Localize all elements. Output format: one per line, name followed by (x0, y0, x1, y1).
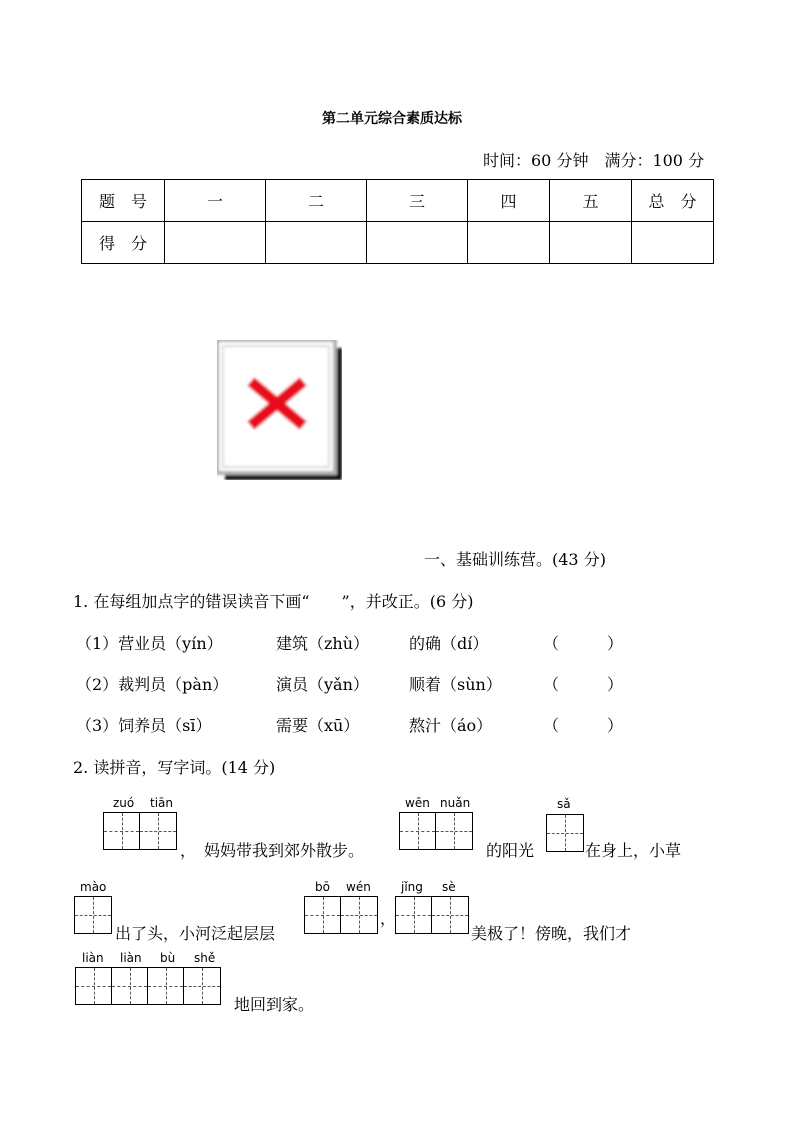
pinyin: sǎ (557, 797, 571, 811)
table-cell[interactable] (468, 222, 550, 264)
table-cell[interactable] (266, 222, 367, 264)
pinyin: shě (194, 951, 216, 965)
writing-grid[interactable] (103, 812, 177, 850)
writing-grid[interactable] (395, 896, 469, 934)
sentence-text: 在身上，小草 (585, 841, 682, 860)
answer-blank[interactable]: （ ） (543, 634, 624, 653)
pinyin: mào (80, 880, 107, 894)
table-row (82, 222, 714, 264)
q1-item: 建筑（zhù） (276, 634, 370, 653)
writing-grid[interactable] (546, 814, 584, 852)
table-cell: 一 (165, 180, 266, 222)
broken-image-icon (217, 340, 342, 480)
q1-item: （3）饲养员（sī） (76, 716, 212, 735)
exam-info: 时间：60 分钟 满分：100 分 (483, 151, 705, 170)
table-cell: 总 分 (632, 180, 714, 222)
answer-blank[interactable]: （ ） (543, 675, 624, 694)
table-cell: 题 号 (82, 180, 165, 222)
writing-grid[interactable] (304, 896, 378, 934)
punctuation: ， (380, 909, 397, 928)
pinyin: bō (315, 880, 330, 894)
q1-item: 需要（xū） (276, 716, 360, 735)
question-2-prompt: 2. 读拼音，写字词。(14 分) (73, 758, 276, 777)
q1-item: 演员（yǎn） (276, 675, 369, 694)
q1-item: （1）营业员（yín） (76, 634, 223, 653)
q1-item: （2）裁判员（pàn） (76, 675, 229, 694)
q1-item: 的确（dí） (409, 634, 489, 653)
pinyin: jǐng (401, 880, 423, 894)
q1-item: 熬汁（áo） (409, 716, 493, 735)
sentence-text: 出了头，小河泛起层层 (115, 924, 276, 943)
score-table (81, 179, 714, 264)
table-cell: 二 (266, 180, 367, 222)
pinyin: nuǎn (440, 796, 471, 810)
table-cell[interactable] (165, 222, 266, 264)
pinyin: tiān (150, 796, 173, 810)
q1-item: 顺着（sùn） (409, 675, 502, 694)
section-heading: 一、基础训练营。(43 分) (424, 550, 606, 569)
writing-grid[interactable] (74, 896, 112, 934)
page-title: 第二单元综合素质达标 (322, 111, 462, 127)
sentence-text: ， 妈妈带我到郊外散步。 (180, 841, 365, 860)
pinyin: bù (160, 951, 176, 965)
question-1-prompt: 1. 在每组加点字的错误读音下画“ ”，并改正。(6 分) (73, 592, 474, 611)
table-cell: 五 (550, 180, 632, 222)
pinyin: zuó (113, 796, 135, 810)
pinyin: liàn (82, 951, 104, 965)
writing-grid[interactable] (399, 812, 473, 850)
table-cell[interactable] (632, 222, 714, 264)
table-row (82, 180, 714, 222)
pinyin: wén (346, 880, 371, 894)
sentence-text: 地回到家。 (234, 995, 315, 1014)
table-cell[interactable] (550, 222, 632, 264)
table-cell[interactable] (367, 222, 468, 264)
sentence-text: 的阳光 (486, 841, 535, 860)
pinyin: liàn (120, 951, 142, 965)
pinyin: wēn (405, 796, 430, 810)
table-cell: 三 (367, 180, 468, 222)
sentence-text: 美极了！傍晚，我们才 (471, 924, 632, 943)
answer-blank[interactable]: （ ） (543, 716, 624, 735)
table-cell: 四 (468, 180, 550, 222)
table-cell: 得 分 (82, 222, 165, 264)
pinyin: sè (442, 880, 456, 894)
writing-grid[interactable] (75, 967, 221, 1005)
